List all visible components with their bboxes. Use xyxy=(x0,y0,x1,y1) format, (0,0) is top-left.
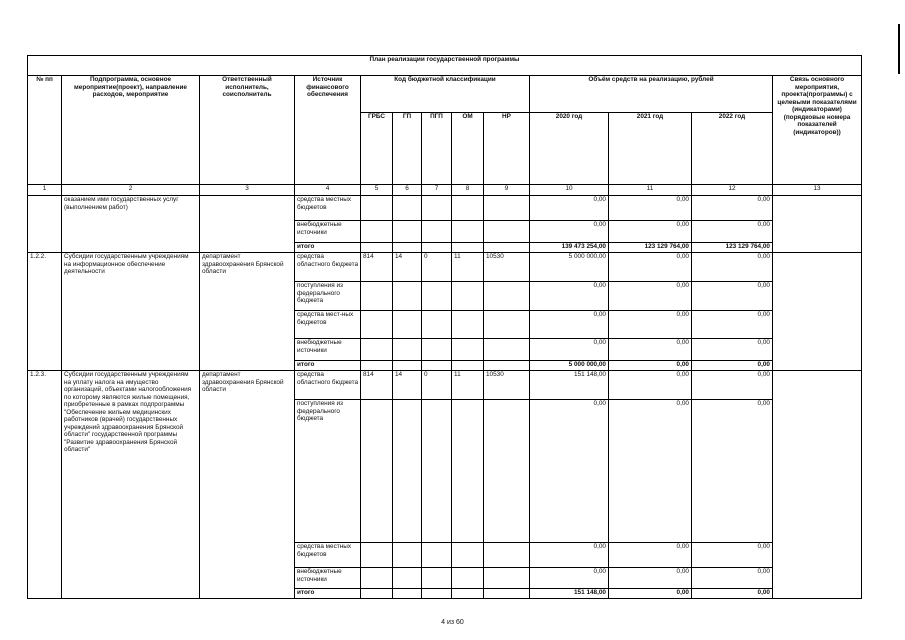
value-2021: 0,00 xyxy=(609,361,692,371)
value-2021: 0,00 xyxy=(609,568,692,589)
col-num: 8 xyxy=(452,185,484,196)
value-2022: 123 129 764,00 xyxy=(692,243,773,253)
value-2020: 0,00 xyxy=(530,196,609,221)
value-2022: 0,00 xyxy=(692,400,773,543)
cont-text: оказанием ими государственных услуг (выполнением работ) xyxy=(62,196,200,253)
header-pgp: ПГП xyxy=(422,113,452,185)
header-subprogram: Подпрограмма, основное мероприятие(проект), направление расходов, мероприятие xyxy=(62,76,200,185)
value-2022: 0,00 xyxy=(692,196,773,221)
value-2022: 0,00 xyxy=(692,568,773,589)
value-2020: 5 000 000,00 xyxy=(530,253,609,282)
grbs-cell: 814 xyxy=(361,371,393,400)
value-2020: 0,00 xyxy=(530,282,609,311)
title-row xyxy=(28,56,862,76)
value-2021: 0,00 xyxy=(609,339,692,361)
col-num: 2 xyxy=(62,185,200,196)
cont-no xyxy=(28,196,62,253)
page-number: 4 из 60 xyxy=(441,619,464,626)
value-2022: 0,00 xyxy=(692,543,773,568)
value-2021: 0,00 xyxy=(609,543,692,568)
value-2020: 139 473 254,00 xyxy=(530,243,609,253)
source-cell: итого xyxy=(295,361,361,371)
value-2020: 0,00 xyxy=(530,339,609,361)
value-2020: 0,00 xyxy=(530,311,609,339)
header-gp: ГП xyxy=(393,113,422,185)
nr-cell: 10530 xyxy=(484,253,530,282)
header-2021: 2021 год xyxy=(609,113,692,185)
table-row xyxy=(28,253,862,282)
source-cell: итого xyxy=(295,243,361,253)
source-cell: средства областного бюджета xyxy=(295,371,361,400)
link-cell xyxy=(773,196,862,253)
item-number: 1.2.2. xyxy=(28,253,62,371)
source-cell: поступления из федерального бюджета xyxy=(295,400,361,543)
col-num: 13 xyxy=(773,185,862,196)
gp-cell: 14 xyxy=(393,371,422,400)
table-row xyxy=(28,196,862,221)
plan-table xyxy=(27,55,862,599)
value-2020: 5 000 000,00 xyxy=(530,361,609,371)
col-num: 5 xyxy=(361,185,393,196)
header-source: Источник финансового обеспечения xyxy=(295,76,361,185)
gp-cell: 14 xyxy=(393,253,422,282)
nr-cell: 10530 xyxy=(484,371,530,400)
header-2020: 2020 год xyxy=(530,113,609,185)
link-cell xyxy=(773,371,862,599)
source-cell: внебюджетные источники xyxy=(295,221,361,243)
col-num: 6 xyxy=(393,185,422,196)
col-num: 11 xyxy=(609,185,692,196)
value-2022: 0,00 xyxy=(692,221,773,243)
item-name: Субсидии государственным учреждениям на информационное обеспечение деятельности xyxy=(62,253,200,371)
value-2020: 151 148,00 xyxy=(530,589,609,599)
source-cell: средства мест-ных бюджетов xyxy=(295,311,361,339)
header-om: ОМ xyxy=(452,113,484,185)
value-2022: 0,00 xyxy=(692,282,773,311)
value-2021: 0,00 xyxy=(609,282,692,311)
item-name: Субсидии государственным учреждениям на уплату налога на имущество организаций, объектами налогообложения по которому являются жилые помещения, приобретенные в рамках подпрограммы "Обеспечение жильем медицинских работников (врачей) государственных учреждений здравоохранения Брянской области" государственной программы "Развитие здравоохранения Брянской области" xyxy=(62,371,200,599)
om-cell: 11 xyxy=(452,253,484,282)
value-2022: 0,00 xyxy=(692,361,773,371)
cont-responsible xyxy=(200,196,295,253)
header-volume: Объём средств на реализацию, рублей xyxy=(530,76,773,113)
header-no: № пп xyxy=(28,76,62,185)
value-2021: 123 129 764,00 xyxy=(609,243,692,253)
value-2020: 0,00 xyxy=(530,221,609,243)
col-num: 3 xyxy=(200,185,295,196)
col-num: 10 xyxy=(530,185,609,196)
source-cell: средства местных бюджетов xyxy=(295,196,361,221)
source-cell: средства местных бюджетов xyxy=(295,543,361,568)
table-row xyxy=(28,371,862,400)
item-responsible: департамент здравоохранения Брянской области xyxy=(200,371,295,599)
value-2022: 0,00 xyxy=(692,253,773,282)
col-num: 9 xyxy=(484,185,530,196)
item-responsible: департамент здравоохранения Брянской области xyxy=(200,253,295,371)
table-title: План реализации государственной программы xyxy=(28,56,862,76)
pgp-cell: 0 xyxy=(422,253,452,282)
header-kbk: Код бюджетной классификации xyxy=(361,76,530,113)
source-cell: поступления из федерального бюджета xyxy=(295,282,361,311)
col-num: 4 xyxy=(295,185,361,196)
source-cell: внебюджетные источники xyxy=(295,339,361,361)
header-grbs: ГРБС xyxy=(361,113,393,185)
value-2022: 0,00 xyxy=(692,371,773,400)
value-2021: 0,00 xyxy=(609,221,692,243)
value-2020: 151 148,00 xyxy=(530,371,609,400)
col-num: 12 xyxy=(692,185,773,196)
value-2020: 0,00 xyxy=(530,568,609,589)
source-cell: итого xyxy=(295,589,361,599)
value-2022: 0,00 xyxy=(692,589,773,599)
column-numbers-row xyxy=(28,185,862,196)
item-number: 1.2.3. xyxy=(28,371,62,599)
margin-mark xyxy=(898,24,900,74)
source-cell: средства областного бюджета xyxy=(295,253,361,282)
value-2021: 0,00 xyxy=(609,589,692,599)
value-2022: 0,00 xyxy=(692,339,773,361)
om-cell: 11 xyxy=(452,371,484,400)
value-2022: 0,00 xyxy=(692,311,773,339)
header-responsible: Ответственный исполнитель, соисполнитель xyxy=(200,76,295,185)
col-num: 1 xyxy=(28,185,62,196)
value-2021: 0,00 xyxy=(609,196,692,221)
col-num: 7 xyxy=(422,185,452,196)
link-cell xyxy=(773,253,862,371)
grbs-cell: 814 xyxy=(361,253,393,282)
value-2021: 0,00 xyxy=(609,311,692,339)
value-2021: 0,00 xyxy=(609,371,692,400)
header-row-1 xyxy=(28,76,862,113)
pgp-cell: 0 xyxy=(422,371,452,400)
header-link: Связь основного мероприятия, проекта(программы) с целевыми показателями (индикаторами) (порядковые номера показателей (индикаторов)) xyxy=(773,76,862,185)
value-2021: 0,00 xyxy=(609,253,692,282)
value-2020: 0,00 xyxy=(530,543,609,568)
value-2020: 0,00 xyxy=(530,400,609,543)
value-2021: 0,00 xyxy=(609,400,692,543)
header-2022: 2022 год xyxy=(692,113,773,185)
header-nr: НР xyxy=(484,113,530,185)
source-cell: внебюджетные источники xyxy=(295,568,361,589)
